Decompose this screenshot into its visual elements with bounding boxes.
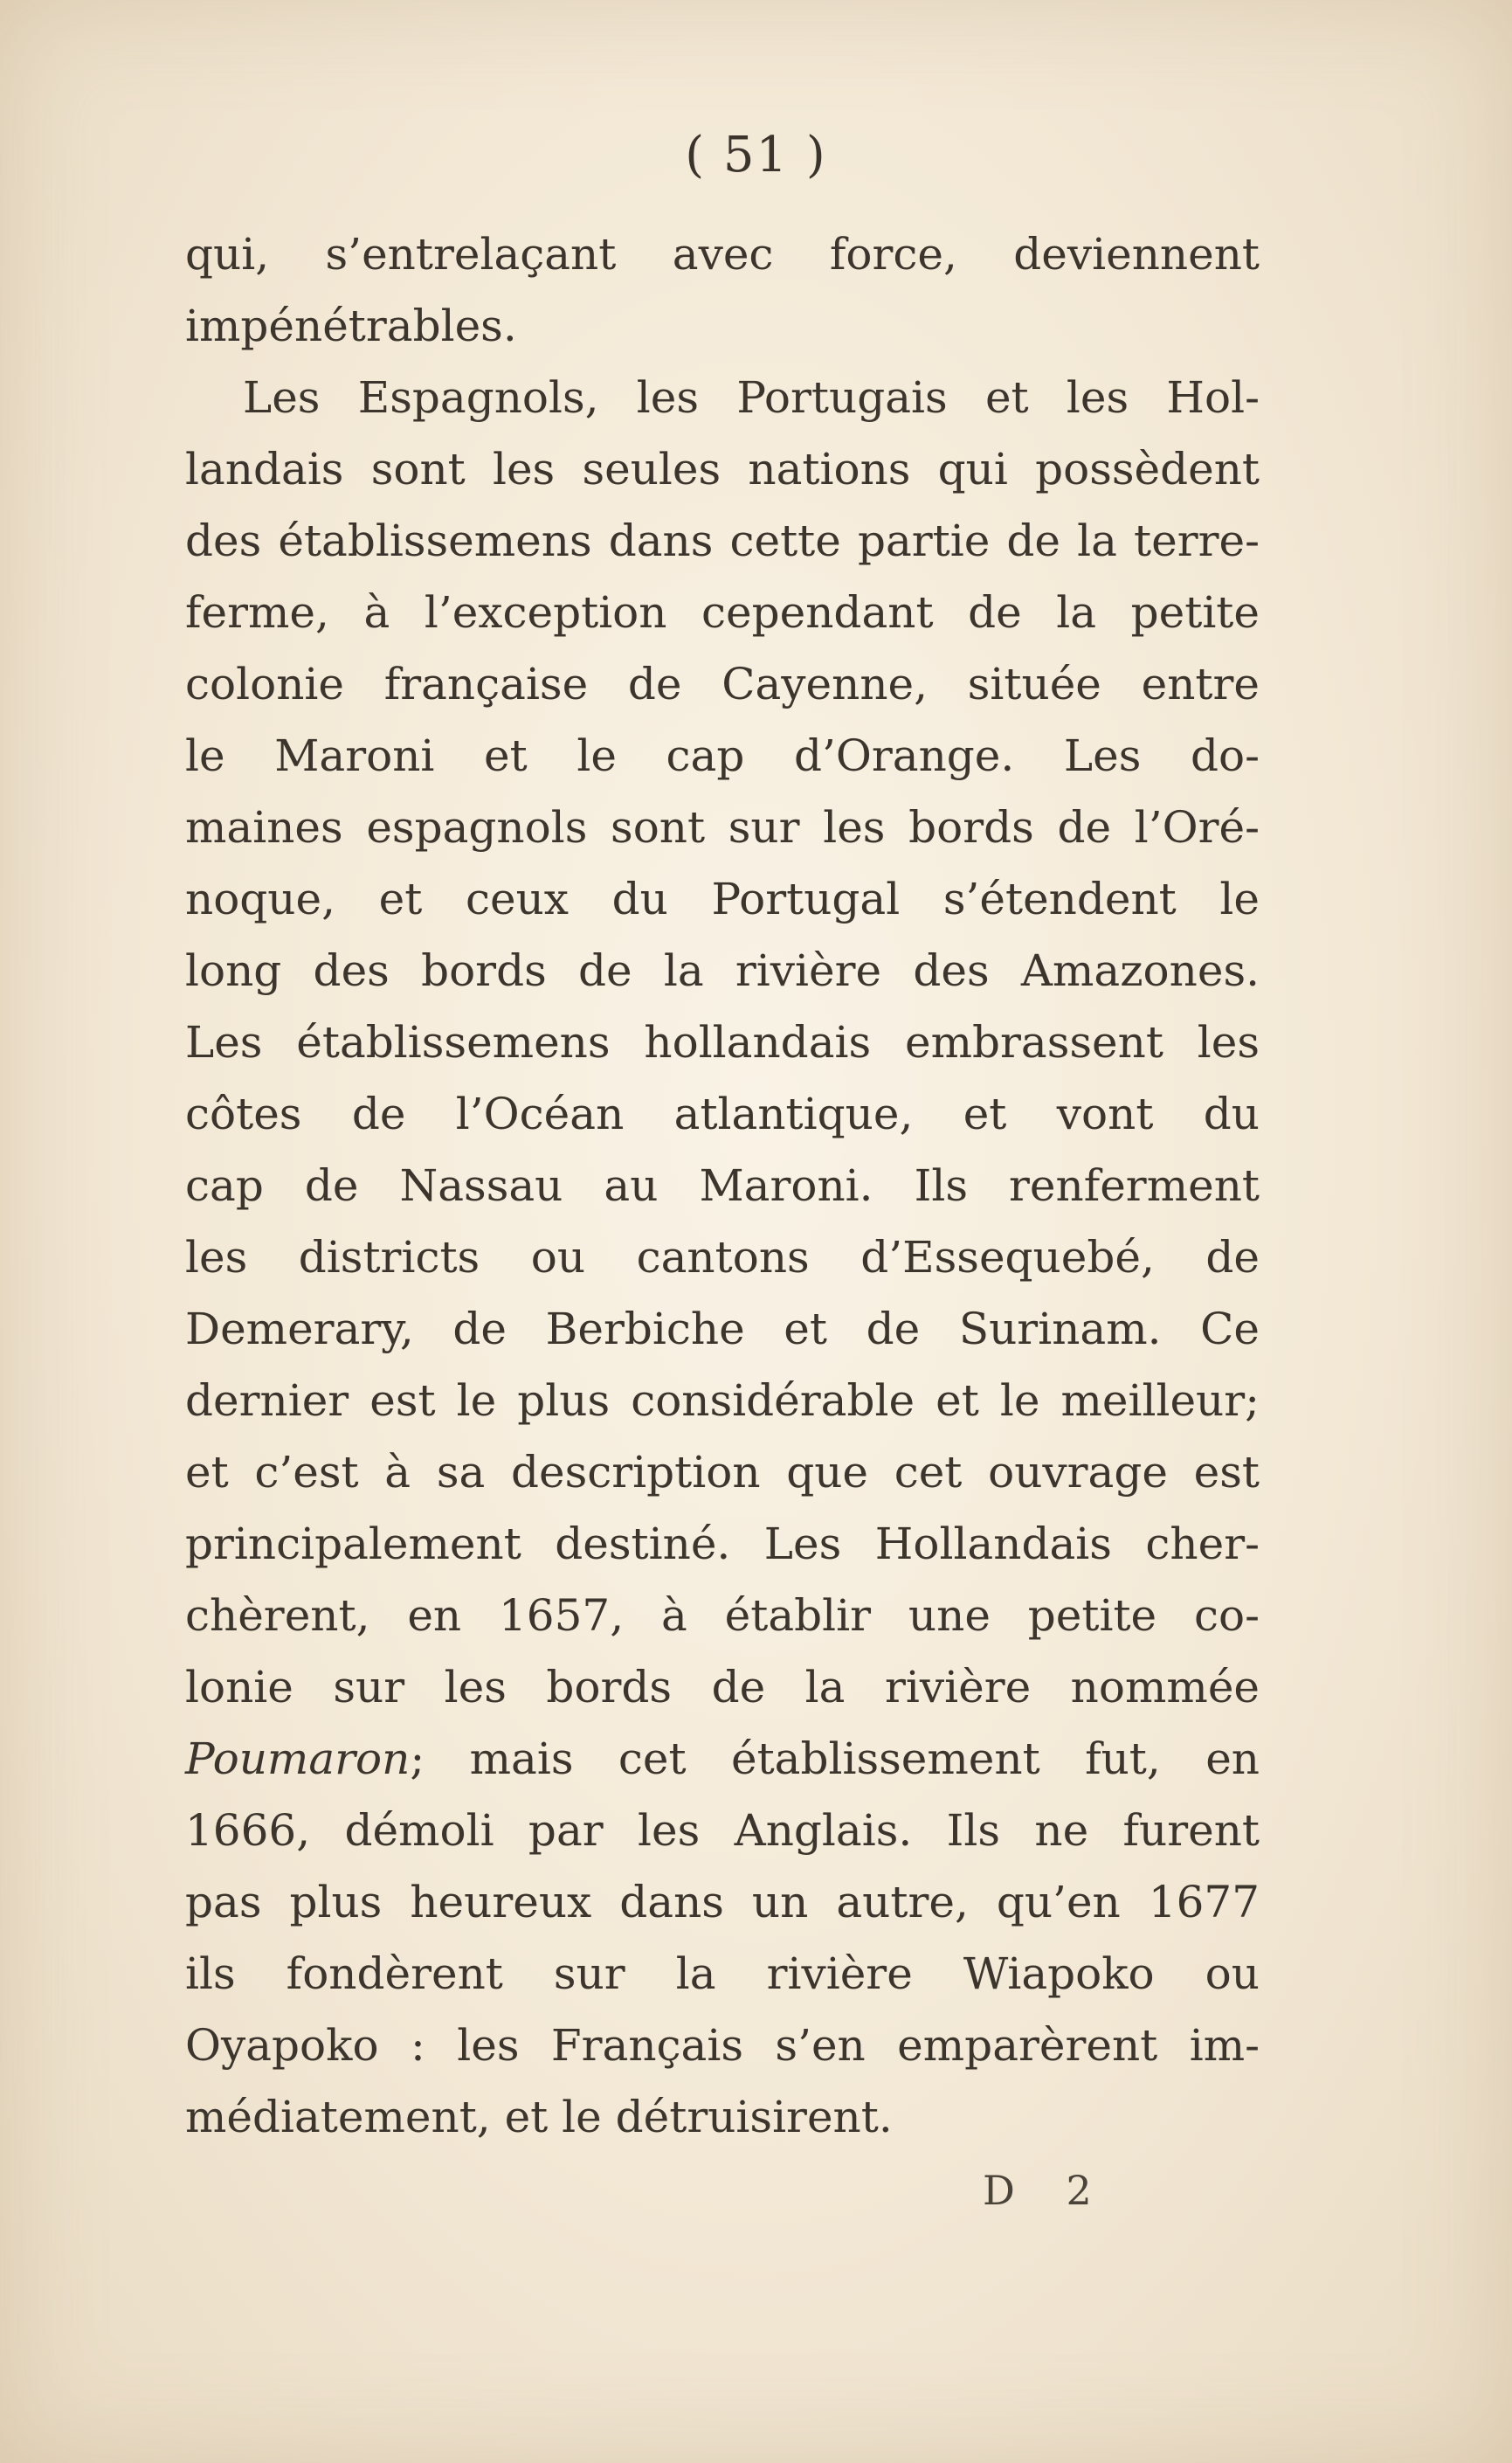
text-line: et c’est à sa description que cet ouvrage est: [185, 1447, 1260, 1498]
text-line: principalement destiné. Les Hollandais cher-: [185, 1519, 1260, 1569]
text-line: 1666, démoli par les Anglais. Ils ne furent: [185, 1805, 1260, 1856]
text-line: pas plus heureux dans un autre, qu’en 1677: [185, 1877, 1260, 1927]
signature-mark: D 2: [983, 2167, 1111, 2214]
text-line: ferme, à l’exception cependant de la petite: [185, 587, 1260, 638]
text-line: Demerary, de Berbiche et de Surinam. Ce: [185, 1304, 1260, 1354]
text-line: qui, s’entrelaçant avec force, deviennent: [185, 229, 1260, 280]
body-text: [185, 218, 1260, 2153]
italic-place-name: Poumaron: [185, 1733, 411, 1784]
text-line: Les Espagnols, les Portugais et les Hol-: [243, 372, 1260, 423]
text-line-with-italic: [185, 1723, 1260, 1795]
text-line: Les établissemens hollandais embrassent les: [185, 1017, 1260, 1068]
text-line: médiatement, et le détruisirent.: [185, 2092, 893, 2142]
text-line: le Maroni et le cap d’Orange. Les do-: [185, 730, 1260, 781]
text-line: maines espagnols sont sur les bords de l’Oré-: [185, 802, 1260, 853]
text-line: ils fondèrent sur la rivière Wiapoko ou: [185, 1948, 1260, 1999]
text-line: colonie française de Cayenne, située entre: [185, 659, 1260, 709]
text-line: chèrent, en 1657, à établir une petite co-: [185, 1590, 1260, 1641]
text-line: long des bords de la rivière des Amazones.: [185, 945, 1260, 996]
page-number: ( 51 ): [685, 127, 827, 183]
text-line: côtes de l’Océan atlantique, et vont du: [185, 1089, 1260, 1139]
text-line: landais sont les seules nations qui possèdent: [185, 444, 1260, 495]
text-line: Oyapoko : les Français s’en emparèrent im-: [185, 2020, 1260, 2071]
text-line: cap de Nassau au Maroni. Ils renferment: [185, 1160, 1260, 1211]
text-line: les districts ou cantons d’Essequebé, de: [185, 1232, 1260, 1283]
text-line: des établissemens dans cette partie de la terre-: [185, 515, 1260, 566]
text-line-rest: ; mais cet établissement fut, en: [410, 1733, 1260, 1784]
text-line: noque, et ceux du Portugal s’étendent le: [185, 874, 1260, 924]
text-line: lonie sur les bords de la rivière nommée: [185, 1662, 1260, 1712]
text-line: impénétrables.: [185, 301, 517, 351]
text-line: dernier est le plus considérable et le meilleur;: [185, 1375, 1260, 1426]
